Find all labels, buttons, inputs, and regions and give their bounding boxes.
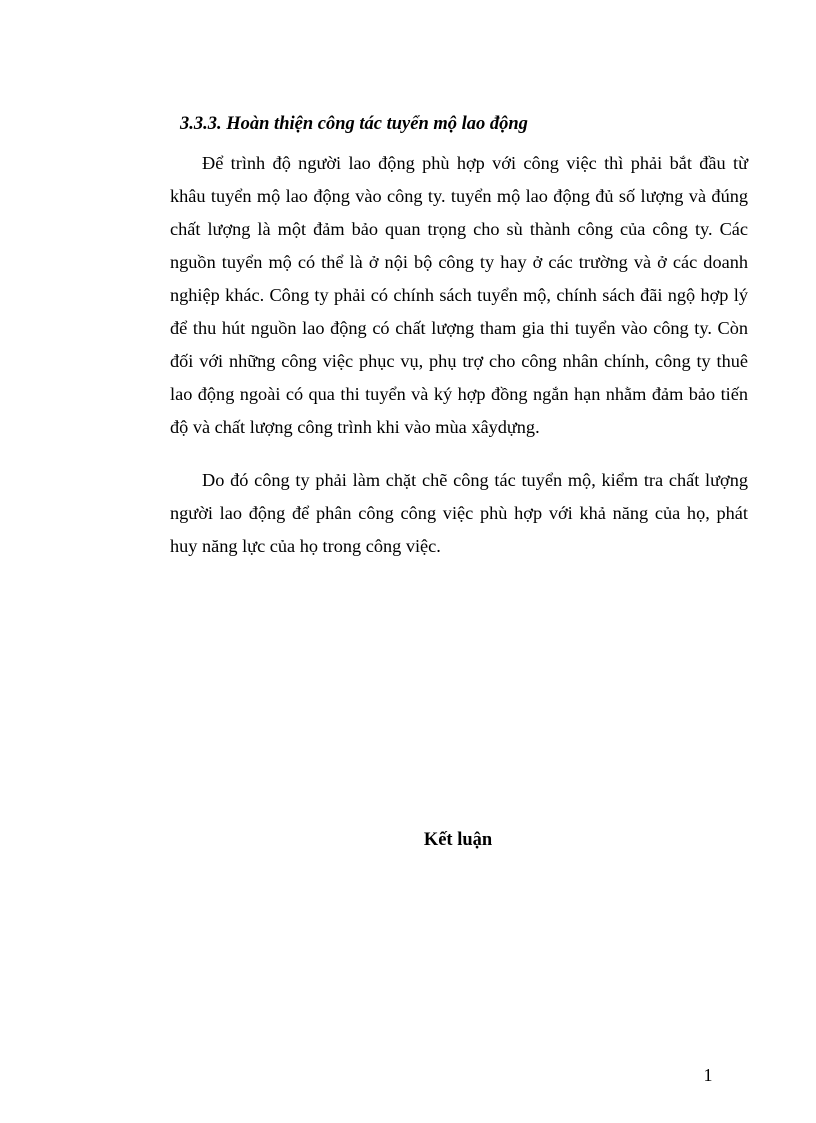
paragraph-line: Để trình độ người lao động phù hợp với công việc thì phải bắt đầu từ	[202, 153, 748, 173]
section-heading: 3.3.3. Hoàn thiện công tác tuyển mộ lao động	[180, 114, 528, 134]
paragraph-line: huy năng lực của họ trong công việc.	[170, 536, 441, 556]
conclusion-title: Kết luận	[423, 830, 493, 850]
paragraph-line: khâu tuyển mộ lao động vào công ty. tuyển mộ lao động đủ số lượng và đúng	[170, 186, 748, 206]
paragraph-line: chất lượng là một đảm bảo quan trọng cho sù thành công của công ty. Các	[170, 219, 748, 239]
paragraph-line: để thu hút nguồn lao động có chất lượng tham gia thi tuyển vào công ty. Còn	[170, 318, 748, 338]
paragraph-line: người lao động để phân công công việc phù hợp với khả năng của họ, phát	[170, 503, 748, 523]
paragraph-line: đối với những công việc phục vụ, phụ trợ cho công nhân chính, công ty thuê	[170, 351, 748, 371]
body-paragraph-2	[170, 464, 748, 563]
paragraph-line: lao động ngoài có qua thi tuyển và ký hợp đồng ngắn hạn nhằm đảm bảo tiến	[170, 384, 748, 404]
paragraph-line: nguồn tuyển mộ có thể là ở nội bộ công ty hay ở các trường và ở các doanh	[170, 252, 748, 272]
body-paragraph-1	[170, 147, 748, 444]
paragraph-line: độ và chất lượng công trình khi vào mùa xâydựng.	[170, 417, 540, 437]
paragraph-line: Do đó công ty phải làm chặt chẽ công tác tuyển mộ, kiểm tra chất lượng	[202, 470, 748, 490]
page-number: 1	[703, 1065, 713, 1085]
paragraph-line: nghiệp khác. Công ty phải có chính sách tuyển mộ, chính sách đãi ngộ hợp lý	[170, 285, 748, 305]
